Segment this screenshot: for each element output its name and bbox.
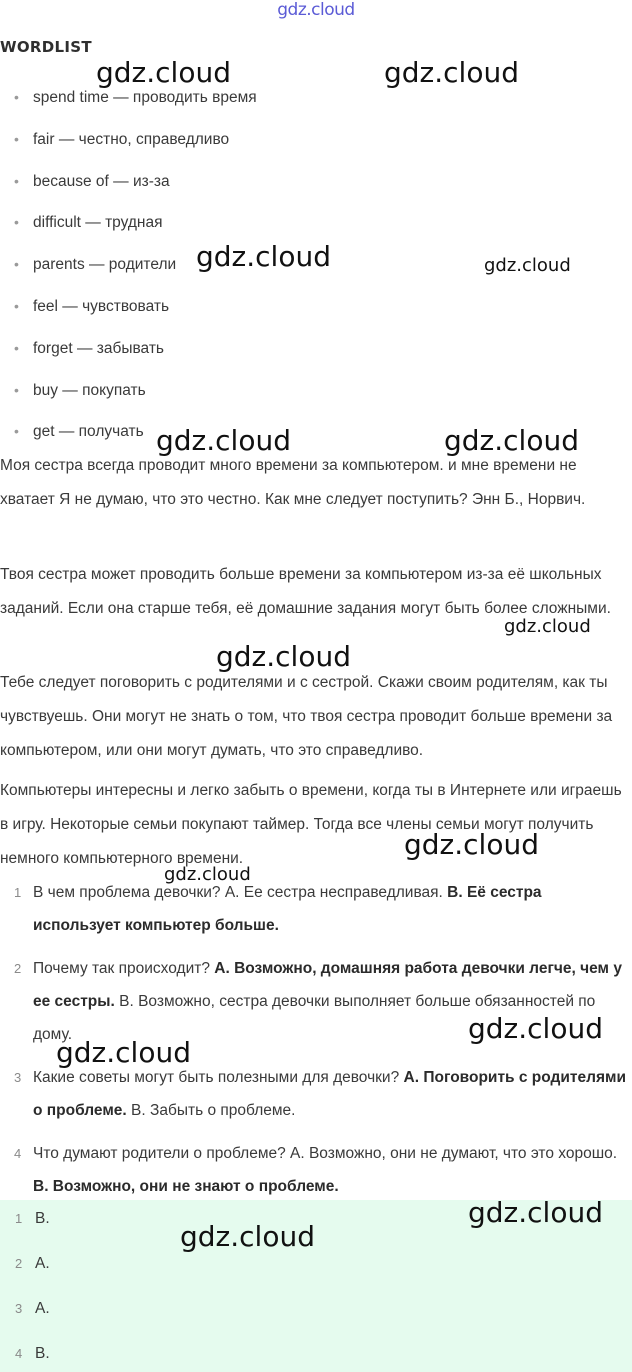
- top-watermark: gdz.cloud: [277, 0, 355, 20]
- question-text: В чем проблема девочки? А. Ее сестра несправедливая.: [33, 884, 448, 901]
- watermark: gdz.cloud: [56, 1036, 191, 1069]
- watermark: gdz.cloud: [196, 240, 331, 273]
- wordlist-item-text: buy — покупать: [33, 381, 146, 399]
- watermark: gdz.cloud: [384, 56, 519, 89]
- wordlist-item: [0, 164, 632, 206]
- bullet-icon: •: [14, 89, 19, 105]
- watermark: gdz.cloud: [216, 640, 351, 673]
- answer-value: В.: [35, 1210, 50, 1227]
- answer-number: 2: [15, 1256, 23, 1271]
- wordlist-item-text: feel — чувствовать: [33, 297, 170, 315]
- question-item: [0, 1061, 632, 1127]
- bullet-icon: •: [14, 256, 19, 273]
- question-text: Почему так происходит?: [33, 960, 215, 977]
- question-answer-bold: В. Её сестра использует компьютер больше.: [33, 884, 542, 934]
- question-answer-bold: В. Возможно, они не знают о проблеме.: [33, 1178, 339, 1195]
- wordlist-item-text: difficult — трудная: [33, 214, 163, 232]
- wordlist-item-text: because of — из-за: [33, 172, 170, 190]
- question-rest: В. Возможно, сестра девочки выполняет больше обязанностей по дому.: [33, 993, 596, 1043]
- answer-number: 1: [15, 1211, 23, 1226]
- bullet-icon: •: [14, 130, 19, 147]
- wordlist-item: [0, 122, 632, 164]
- bullet-icon: •: [14, 297, 19, 314]
- wordlist-item: [0, 373, 632, 415]
- reply-paragraph-1: Твоя сестра может проводить больше времени за компьютером из-за её школьных заданий. Если она старше тебя, её домашние задания могут быть более сложными.: [0, 566, 611, 617]
- bullet-icon: •: [14, 214, 19, 231]
- question-rest: В. Забыть о проблеме.: [126, 1102, 296, 1119]
- answer-value: В.: [35, 1345, 50, 1362]
- watermark: gdz.cloud: [156, 424, 291, 457]
- watermark: gdz.cloud: [404, 828, 539, 861]
- reply-paragraph-2: Тебе следует поговорить с родителями и с сестрой. Скажи своим родителям, как ты чувствуешь. Они могут не знать о том, что твоя сестра проводит больше времени за компьютером, или они могут думать, что это справедливо.: [0, 674, 613, 759]
- question-number: 4: [14, 1146, 22, 1161]
- watermark: gdz.cloud: [468, 1012, 603, 1045]
- wordlist-item-text: get — получать: [33, 423, 144, 441]
- watermark: gdz.cloud: [468, 1196, 603, 1229]
- wordlist-item-text: fair — честно, справедливо: [33, 130, 230, 148]
- watermark: gdz.cloud: [444, 424, 579, 457]
- watermark: gdz.cloud: [96, 56, 231, 89]
- watermark: gdz.cloud: [504, 616, 591, 637]
- question-text: Что думают родители о проблеме? А. Возможно, они не думают, что это хорошо.: [33, 1145, 618, 1162]
- question-number: 3: [14, 1070, 22, 1085]
- answer-number: 4: [15, 1346, 23, 1361]
- answer-number: 3: [15, 1301, 23, 1316]
- answer-value: А.: [35, 1300, 50, 1317]
- question-answer-bold: А. Возможно, домашняя работа девочки легче, чем у ее сестры.: [33, 960, 622, 1010]
- question-number: 2: [14, 961, 22, 976]
- wordlist-heading: WORDLIST: [0, 38, 92, 56]
- question-answer-bold: А. Поговорить с родителями о проблеме.: [33, 1069, 627, 1119]
- wordlist-item: [0, 331, 632, 373]
- bullet-icon: •: [14, 339, 19, 356]
- bullet-icon: •: [14, 423, 19, 440]
- question-item: [0, 1137, 632, 1203]
- watermark: gdz.cloud: [164, 864, 251, 885]
- question-number: 1: [14, 885, 22, 900]
- wordlist-item-text: parents — родители: [33, 256, 177, 274]
- watermark: gdz.cloud: [180, 1220, 315, 1253]
- wordlist-item: [0, 289, 632, 331]
- question-item: [0, 876, 632, 942]
- watermark: gdz.cloud: [484, 255, 571, 276]
- wordlist-item-text: forget — забывать: [33, 339, 165, 357]
- bullet-icon: •: [14, 172, 19, 189]
- question-text: Какие советы могут быть полезными для девочки?: [33, 1069, 404, 1086]
- wordlist-item-text: spend time — проводить время: [33, 89, 257, 106]
- reply-paragraph-3: Компьютеры интересны и легко забыть о времени, когда ты в Интернете или играешь в игру. Некоторые семьи покупают таймер. Тогда все члены семьи могут получить немного компьютерного времени.: [0, 782, 622, 867]
- wordlist-item: [0, 80, 632, 122]
- letter-paragraph: Моя сестра всегда проводит много времени за компьютером. и мне времени не хватает Я не думаю, что это честно. Как мне следует поступить? Энн Б., Норвич.: [0, 457, 586, 508]
- bullet-icon: •: [14, 381, 19, 398]
- answer-value: А.: [35, 1255, 50, 1272]
